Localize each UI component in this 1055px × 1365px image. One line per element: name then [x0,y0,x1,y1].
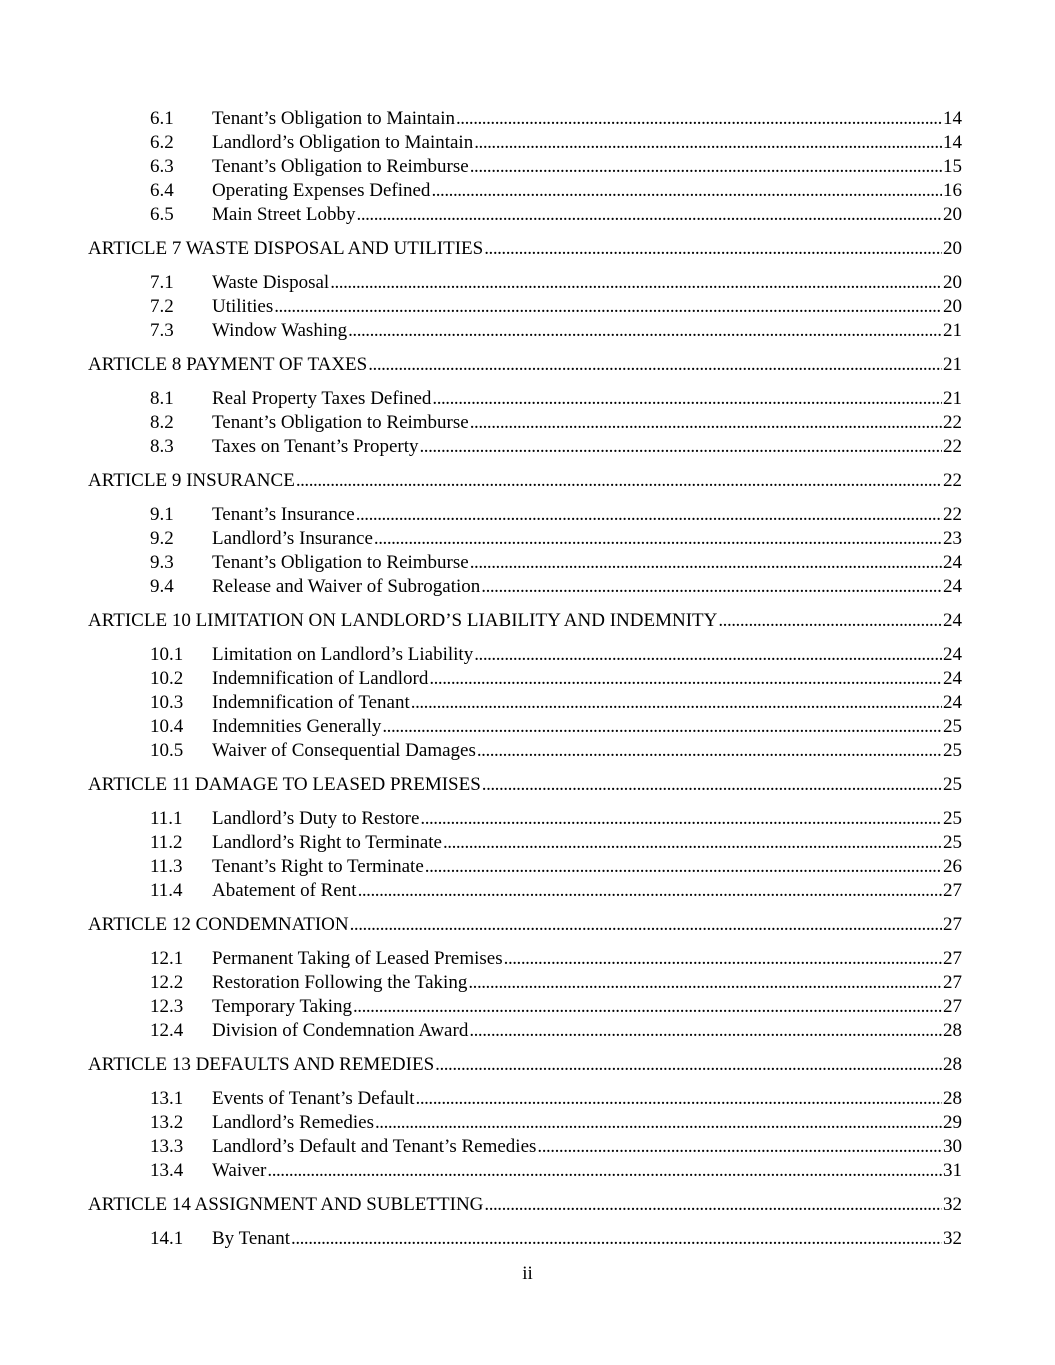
toc-page-number: 27 [943,948,962,969]
toc-section-row[interactable] [88,971,962,995]
toc-section-row[interactable] [88,1019,962,1043]
dot-leader [291,1227,942,1251]
toc-section-row[interactable] [88,295,962,319]
toc-section-row[interactable] [88,855,962,879]
toc-section-number: 7.2 [150,296,174,317]
toc-page-number: 26 [943,856,962,877]
dot-leader [374,527,942,551]
toc-page-number: 25 [943,716,962,737]
dot-leader [330,271,942,295]
toc-section-row[interactable] [88,691,962,715]
toc-section-number: 6.4 [150,180,174,201]
toc-page-number: 20 [943,238,962,259]
toc-section-number: 13.3 [150,1136,184,1157]
toc-article-row[interactable] [88,609,962,633]
toc-section-row[interactable] [88,643,962,667]
toc-section-number: 9.1 [150,504,174,525]
toc-section-title: Landlord’s Insurance [212,528,373,549]
toc-article-title: ARTICLE 13 DEFAULTS AND REMEDIES [88,1054,435,1075]
toc-page-number: 25 [943,740,962,761]
toc-page-number: 24 [943,668,962,689]
toc-section-number: 14.1 [150,1228,184,1249]
toc-section-title: Tenant’s Obligation to Reimburse [212,552,469,573]
dot-leader [718,609,942,633]
toc-section-row[interactable] [88,411,962,435]
toc-section-number: 7.1 [150,272,174,293]
page-number-footer: ii [522,1263,533,1284]
toc-section-title: Abatement of Rent [212,880,357,901]
dot-leader [474,643,942,667]
dot-leader [470,551,942,575]
dot-leader [504,947,942,971]
toc-section-title: Indemnification of Landlord [212,668,429,689]
toc-section-number: 10.3 [150,692,184,713]
toc-page-number: 29 [943,1112,962,1133]
dot-leader [296,469,942,493]
toc-section-number: 11.4 [150,880,183,901]
toc-section-number: 6.3 [150,156,174,177]
toc-page-number: 20 [943,204,962,225]
toc-section-title: Main Street Lobby [212,204,356,225]
toc-article-row[interactable] [88,237,962,261]
dot-leader [484,237,942,261]
toc-section-title: Waste Disposal [212,272,330,293]
dot-leader [358,879,942,903]
toc-article-row[interactable] [88,773,962,797]
toc-section-row[interactable] [88,319,962,343]
dot-leader [348,319,942,343]
toc-section-title: Landlord’s Default and Tenant’s Remedies [212,1136,537,1157]
toc-page-number: 25 [943,832,962,853]
toc-section-number: 11.3 [150,856,183,877]
toc-section-number: 6.5 [150,204,174,225]
toc-article-title: ARTICLE 12 CONDEMNATION [88,914,349,935]
toc-page-number: 27 [943,996,962,1017]
toc-page-number: 22 [943,504,962,525]
toc-section-number: 10.4 [150,716,184,737]
toc-section-row[interactable] [88,575,962,599]
toc-section-title: Release and Waiver of Subrogation [212,576,481,597]
toc-section-title: Waiver of Consequential Damages [212,740,476,761]
toc-section-row[interactable] [88,831,962,855]
toc-page-number: 15 [943,156,962,177]
toc-section-title: Landlord’s Obligation to Maintain [212,132,474,153]
toc-section-row[interactable] [88,715,962,739]
toc-page-number: 32 [943,1194,962,1215]
toc-page-number: 16 [943,180,962,201]
toc-page-number: 20 [943,272,962,293]
dot-leader [350,913,942,937]
dot-leader [267,1159,942,1183]
toc-section-number: 9.3 [150,552,174,573]
toc-section-title: Tenant’s Obligation to Reimburse [212,156,469,177]
toc-section-title: Utilities [212,296,274,317]
toc-article-row[interactable] [88,353,962,377]
toc-section-title: Division of Condemnation Award [212,1020,469,1041]
toc-page-number: 24 [943,610,962,631]
toc-page-number: 24 [943,644,962,665]
toc-article-title: ARTICLE 14 ASSIGNMENT AND SUBLETTING [88,1194,484,1215]
toc-section-title: By Tenant [212,1228,291,1249]
toc-section-row[interactable] [88,155,962,179]
dot-leader [484,1193,942,1217]
toc-section-title: Limitation on Landlord’s Liability [212,644,474,665]
toc-section-row[interactable] [88,879,962,903]
dot-leader [435,1053,942,1077]
toc-page-number: 27 [943,880,962,901]
dot-leader [477,739,942,763]
dot-leader [425,855,942,879]
dot-leader [537,1135,942,1159]
toc-page-number: 20 [943,296,962,317]
dot-leader [420,807,942,831]
toc-section-row[interactable] [88,1227,962,1251]
toc-section-number: 8.2 [150,412,174,433]
toc-section-title: Indemnification of Tenant [212,692,410,713]
toc-section-title: Waiver [212,1160,267,1181]
toc-section-number: 6.1 [150,108,174,129]
toc-page-number: 25 [943,774,962,795]
toc-section-number: 9.4 [150,576,174,597]
toc-page-number: 24 [943,576,962,597]
toc-section-number: 12.1 [150,948,184,969]
toc-page-number: 22 [943,412,962,433]
toc-section-number: 6.2 [150,132,174,153]
table-of-contents [88,107,962,1251]
dot-leader [432,387,942,411]
toc-section-row[interactable] [88,387,962,411]
toc-section-row[interactable] [88,1135,962,1159]
toc-section-title: Taxes on Tenant’s Property [212,436,419,457]
toc-section-number: 11.1 [150,808,183,829]
toc-section-number: 13.2 [150,1112,184,1133]
toc-page-number: 14 [943,132,962,153]
toc-section-row[interactable] [88,1111,962,1135]
toc-section-row[interactable] [88,551,962,575]
toc-section-row[interactable] [88,1087,962,1111]
toc-section-row[interactable] [88,271,962,295]
toc-page-number: 22 [943,470,962,491]
toc-page-number: 21 [943,320,962,341]
dot-leader [357,203,942,227]
toc-page-number: 22 [943,436,962,457]
toc-page-number: 30 [943,1136,962,1157]
toc-section-title: Landlord’s Right to Terminate [212,832,442,853]
toc-section-title: Landlord’s Duty to Restore [212,808,420,829]
toc-section-number: 12.4 [150,1020,184,1041]
toc-section-row[interactable] [88,435,962,459]
toc-page-number: 24 [943,552,962,573]
toc-article-title: ARTICLE 9 INSURANCE [88,470,295,491]
toc-section-number: 9.2 [150,528,174,549]
dot-leader [481,575,942,599]
toc-section-number: 10.2 [150,668,184,689]
toc-page-number: 28 [943,1020,962,1041]
toc-section-row[interactable] [88,203,962,227]
dot-leader [482,773,942,797]
dot-leader [443,831,942,855]
toc-section-number: 12.2 [150,972,184,993]
toc-article-row[interactable] [88,1053,962,1077]
dot-leader [416,1087,942,1111]
dot-leader [375,1111,942,1135]
toc-section-title: Operating Expenses Defined [212,180,431,201]
toc-section-row[interactable] [88,739,962,763]
dot-leader [274,295,942,319]
dot-leader [470,411,942,435]
toc-section-number: 10.1 [150,644,184,665]
toc-section-row[interactable] [88,107,962,131]
toc-section-number: 8.1 [150,388,174,409]
toc-section-number: 13.1 [150,1088,184,1109]
toc-section-row[interactable] [88,503,962,527]
toc-section-row[interactable] [88,1159,962,1183]
toc-section-row[interactable] [88,179,962,203]
toc-page-number: 25 [943,808,962,829]
toc-section-title: Real Property Taxes Defined [212,388,432,409]
toc-page-number: 32 [943,1228,962,1249]
dot-leader [411,691,942,715]
dot-leader [356,503,942,527]
toc-section-number: 11.2 [150,832,183,853]
toc-section-number: 7.3 [150,320,174,341]
toc-section-title: Tenant’s Obligation to Maintain [212,108,455,129]
toc-article-row[interactable] [88,1193,962,1217]
toc-article-title: ARTICLE 7 WASTE DISPOSAL AND UTILITIES [88,238,484,259]
toc-section-number: 12.3 [150,996,184,1017]
toc-section-number: 8.3 [150,436,174,457]
toc-page-number: 31 [943,1160,962,1181]
toc-page-number: 27 [943,914,962,935]
dot-leader [469,1019,942,1043]
toc-article-row[interactable] [88,913,962,937]
toc-page-number: 24 [943,692,962,713]
toc-section-row[interactable] [88,807,962,831]
dot-leader [474,131,942,155]
toc-page-number: 21 [943,388,962,409]
toc-page-number: 21 [943,354,962,375]
toc-section-number: 10.5 [150,740,184,761]
toc-page-number: 28 [943,1054,962,1075]
toc-page-number: 14 [943,108,962,129]
toc-section-title: Temporary Taking [212,996,352,1017]
toc-section-title: Tenant’s Insurance [212,504,355,525]
toc-section-title: Tenant’s Obligation to Reimburse [212,412,469,433]
toc-section-row[interactable] [88,131,962,155]
toc-section-title: Indemnities Generally [212,716,382,737]
toc-section-row[interactable] [88,667,962,691]
toc-section-title: Restoration Following the Taking [212,972,468,993]
toc-section-row[interactable] [88,947,962,971]
dot-leader [470,155,942,179]
dot-leader [456,107,942,131]
dot-leader [353,995,942,1019]
toc-section-title: Events of Tenant’s Default [212,1088,415,1109]
toc-page-number: 23 [943,528,962,549]
toc-section-number: 13.4 [150,1160,184,1181]
dot-leader [468,971,942,995]
toc-article-title: ARTICLE 8 PAYMENT OF TAXES [88,354,368,375]
toc-section-row[interactable] [88,527,962,551]
toc-section-row[interactable] [88,995,962,1019]
toc-article-title: ARTICLE 10 LIMITATION ON LANDLORD’S LIABILITY AND INDEMNITY [88,610,718,631]
toc-article-row[interactable] [88,469,962,493]
toc-section-title: Window Washing [212,320,348,341]
dot-leader [419,435,942,459]
toc-section-title: Permanent Taking of Leased Premises [212,948,503,969]
toc-article-title: ARTICLE 11 DAMAGE TO LEASED PREMISES [88,774,481,795]
toc-page-number: 27 [943,972,962,993]
toc-page-number: 28 [943,1088,962,1109]
dot-leader [431,179,942,203]
dot-leader [368,353,942,377]
toc-section-title: Tenant’s Right to Terminate [212,856,424,877]
toc-section-title: Landlord’s Remedies [212,1112,374,1133]
dot-leader [382,715,942,739]
dot-leader [429,667,942,691]
